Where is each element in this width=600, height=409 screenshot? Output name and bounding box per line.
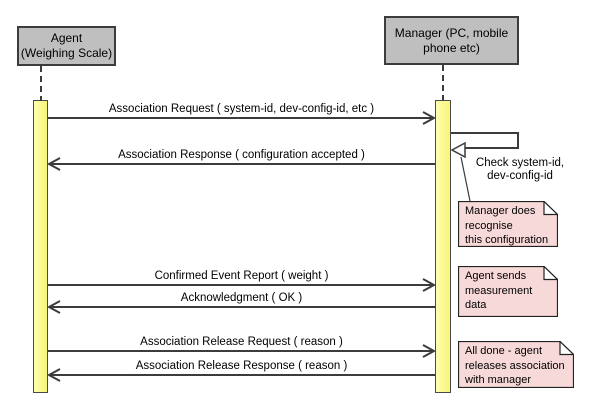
self-message-label [466, 157, 574, 183]
note-fold-icon [544, 267, 558, 280]
note-line: data [465, 299, 487, 311]
actor-agent-name-line1: Agent [50, 31, 83, 45]
message-1-label: Association Request ( system-id, dev-config-id, etc ) [108, 103, 375, 115]
note-text [465, 269, 532, 313]
note-text [465, 344, 565, 388]
message-6-label: Association Release Response ( reason ) [135, 360, 348, 372]
message-4-label: Acknowledgment ( OK ) [180, 292, 303, 304]
actor-manager-name-line2: phone etc) [423, 40, 480, 55]
note-line: All done - agent [465, 345, 543, 357]
message-2-label: Association Response ( configuration accepted ) [118, 149, 365, 161]
note-line: this configuration [465, 234, 549, 246]
self-message-arrow [451, 133, 518, 157]
note-line: Manager does [465, 205, 536, 217]
actor-manager-name-line1: Manager (PC, mobile [394, 25, 509, 40]
note-line: releases association [465, 359, 565, 372]
message-5-label: Association Release Request ( reason ) [140, 336, 343, 348]
note-agent-sends [458, 266, 558, 317]
self-message-label-line1: Check system-id, [475, 157, 565, 169]
note-manager-recognise [458, 201, 558, 247]
self-message-label-line2: dev-config-id [487, 170, 553, 182]
actor-agent-name-line2: (Weighing Scale) [20, 46, 113, 60]
note-line: with manager [465, 374, 532, 386]
note-line: measurement [465, 284, 533, 297]
note-text [465, 204, 548, 248]
message-3-label: Confirmed Event Report ( weight ) [154, 270, 329, 282]
note-all-done [458, 341, 574, 388]
note-line: recognise [465, 219, 513, 232]
note-line: Agent sends [465, 270, 527, 282]
